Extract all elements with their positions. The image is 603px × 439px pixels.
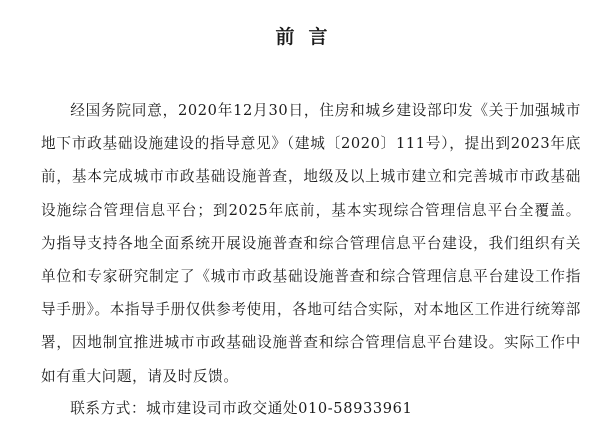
contact-office: 城市建设司市政交通处 <box>146 400 299 417</box>
contact-line <box>41 394 581 424</box>
document-title: 前言 <box>275 26 342 48</box>
contact-label: 联系方式： <box>70 400 147 417</box>
contact-phone: 010-58933961 <box>298 400 413 417</box>
document-body-paragraph: 经国务院同意，2020年12月30日，住房和城乡建设部印发《关于加强城市地下市政基础设施建设的指导意见》（建城〔2020〕111号），提出到2023年底前，基本完成城市市政基础设施普查，地级及以上城市建立和完善城市市政基础设施综合管理信息平台；到2025年底前，基本实现综合管理信息平台全覆盖。为指导支持各地全面系统开展设施普查和综合管理信息平台建设，我们组织有关单位和专家研究制定了《城市市政基础设施普查和综合管理信息平台建设工作指导手册》。本指导手册仅供参考使用，各地可结合实际，对本地区工作进行统筹部署，因地制宜推进城市市政基础设施普查和综合管理信息平台建设。实际工作中如有重大问题，请及时反馈。 <box>41 102 581 385</box>
